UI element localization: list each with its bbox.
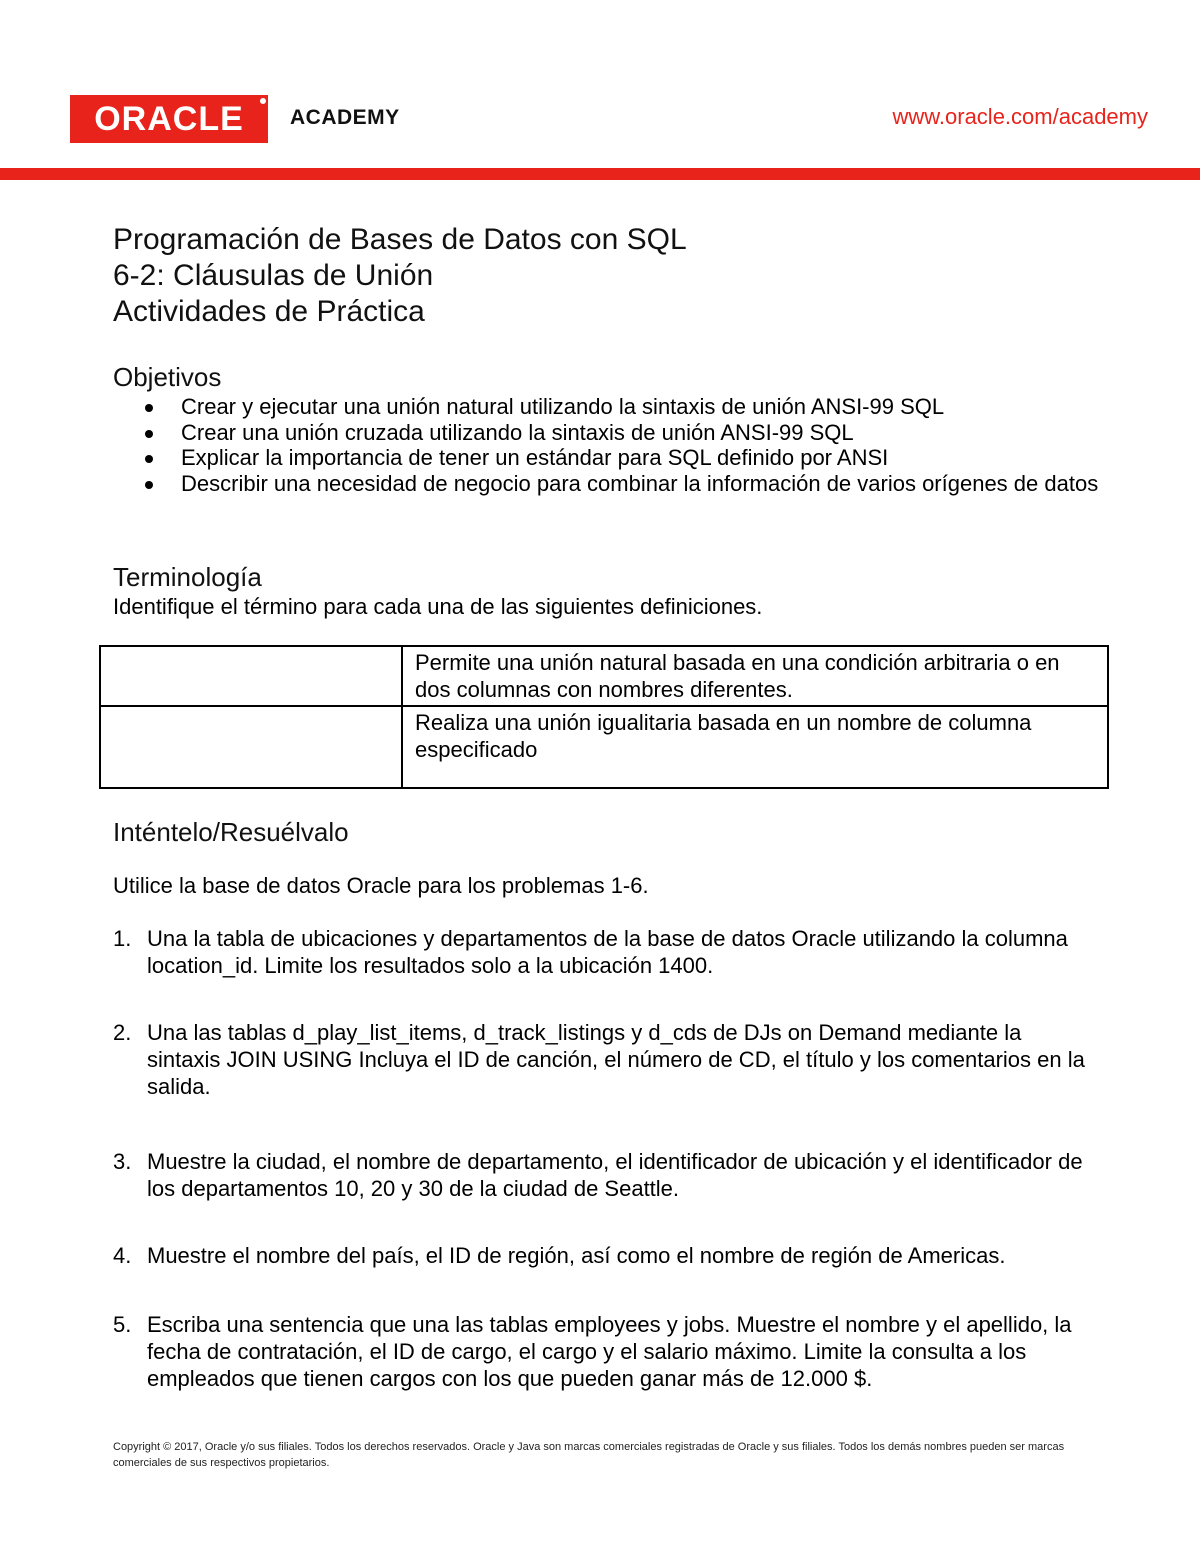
bullet-icon xyxy=(145,430,153,438)
academy-url-link[interactable]: www.oracle.com/academy xyxy=(892,104,1148,129)
list-item xyxy=(113,1242,1093,1269)
problem-text: Muestre el nombre del país, el ID de región, así como el nombre de región de Americas. xyxy=(147,1243,1006,1268)
table-row xyxy=(100,706,1108,788)
oracle-logo-text: ORACLE xyxy=(94,100,244,138)
problem-text: Escriba una sentencia que una las tablas employees y jobs. Muestre el nombre y el apellido, la fecha de contratación, el ID de cargo, el cargo y el salario máximo. Limite la consulta a los empleados que tienen cargos con los que pueden ganar más de 12.000 $. xyxy=(147,1312,1072,1391)
page-header xyxy=(0,0,1200,190)
term-answer-cell[interactable] xyxy=(100,646,402,706)
problem-number: 5. xyxy=(113,1312,132,1337)
problem-number: 4. xyxy=(113,1243,132,1268)
list-item xyxy=(145,471,1105,497)
problem-number: 1. xyxy=(113,926,132,951)
table-row xyxy=(100,646,1108,706)
objectives-list xyxy=(145,394,1105,496)
terminology-table xyxy=(99,645,1109,789)
practice-intro: Utilice la base de datos Oracle para los problemas 1-6. xyxy=(113,873,649,898)
academy-label: ACADEMY xyxy=(290,106,400,129)
copyright-footer: Copyright © 2017, Oracle y/o sus filiales. Todos los derechos reservados. Oracle y Java son marcas comerciales registradas de Oracle y sus filiales. Todos los demás nombres pueden ser marcas comerciales de sus respectivos propietarios. xyxy=(113,1441,1065,1469)
list-item xyxy=(113,1019,1093,1100)
bullet-icon xyxy=(145,455,153,463)
terminology-heading: Terminología xyxy=(113,562,262,592)
list-item xyxy=(113,1148,1093,1202)
bullet-icon xyxy=(145,481,153,489)
problem-number: 2. xyxy=(113,1020,132,1045)
objective-text: Explicar la importancia de tener un estándar para SQL definido por ANSI xyxy=(181,445,889,470)
problem-text: Una la tabla de ubicaciones y departamentos de la base de datos Oracle utilizando la columna location_id. Limite los resultados solo a la ubicación 1400. xyxy=(147,926,1068,978)
definition-cell: Permite una unión natural basada en una condición arbitraria o en dos columnas con nombres diferentes. xyxy=(402,646,1108,706)
objective-text: Crear una unión cruzada utilizando la sintaxis de unión ANSI-99 SQL xyxy=(181,419,854,445)
bullet-icon xyxy=(145,404,153,412)
list-item xyxy=(145,394,1105,420)
terminology-instruction: Identifique el término para cada una de las siguientes definiciones. xyxy=(113,594,763,619)
registered-mark-icon xyxy=(260,98,266,104)
document-titles xyxy=(113,222,687,330)
problem-number: 3. xyxy=(113,1149,132,1174)
term-answer-cell[interactable] xyxy=(100,706,402,788)
objective-text: Describir una necesidad de negocio para combinar la información de varios orígenes de datos xyxy=(181,470,1099,496)
problem-text: Una las tablas d_play_list_items, d_track_listings y d_cds de DJs on Demand mediante la sintaxis JOIN USING Incluya el ID de canción, el número de CD, el título y los comentarios en la salida. xyxy=(147,1020,1085,1099)
activity-title: Actividades de Práctica xyxy=(113,295,425,328)
list-item xyxy=(113,1311,1093,1392)
practice-heading: Inténtelo/Resuélvalo xyxy=(113,817,349,847)
oracle-logo xyxy=(70,95,268,143)
lesson-title: 6-2: Cláusulas de Unión xyxy=(113,259,434,292)
definition-cell: Realiza una unión igualitaria basada en un nombre de columna especificado xyxy=(402,706,1108,788)
list-item xyxy=(113,925,1093,979)
course-title: Programación de Bases de Datos con SQL xyxy=(113,223,687,256)
problem-text: Muestre la ciudad, el nombre de departamento, el identificador de ubicación y el identificador de los departamentos 10, 20 y 30 de la ciudad de Seattle. xyxy=(147,1149,1083,1201)
objectives-heading: Objetivos xyxy=(113,362,222,392)
objective-text: Crear y ejecutar una unión natural utilizando la sintaxis de unión ANSI-99 SQL xyxy=(181,394,945,419)
header-divider xyxy=(0,168,1200,180)
list-item xyxy=(145,420,1105,446)
list-item xyxy=(145,445,1105,471)
